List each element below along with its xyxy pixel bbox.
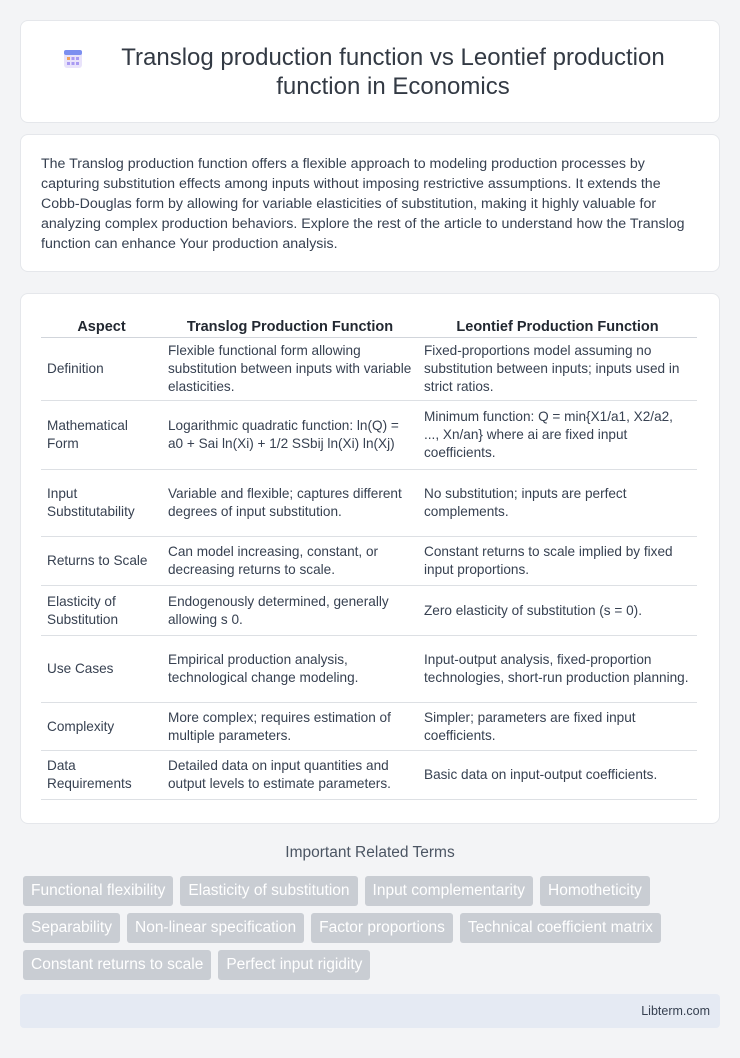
related-term-tag[interactable]: Homotheticity [540, 876, 650, 906]
table-cell-aspect: Definition [41, 338, 162, 401]
intro-paragraph: The Translog production function offers a flexible approach to modeling production processes by capturing substitution effects among inputs without imposing restrictive assumptions. It extends the Cobb-Douglas form by allowing for variable elasticities of substitution, making it highly valuable for analyzing complex production behaviors. Explore the rest of the article to understand how the Translog function can enhance Your production analysis. [41, 156, 685, 252]
column-header-translog: Translog Production Function [162, 312, 418, 338]
related-term-tag[interactable]: Input complementarity [365, 876, 534, 906]
table-row [41, 470, 697, 537]
table-cell-translog: Can model increasing, constant, or decreasing returns to scale. [162, 537, 418, 586]
column-header-leontief: Leontief Production Function [418, 312, 697, 338]
footer-brand-link[interactable]: Libterm.com [641, 1004, 710, 1018]
table-cell-leontief: Basic data on input-output coefficients. [418, 751, 697, 800]
table-row [41, 751, 697, 800]
table-cell-translog: Detailed data on input quantities and output levels to estimate parameters. [162, 751, 418, 800]
table-cell-aspect: Returns to Scale [41, 537, 162, 586]
table-cell-translog: Variable and flexible; captures different degrees of input substitution. [162, 470, 418, 537]
table-cell-leontief: Fixed-proportions model assuming no substitution between inputs; inputs used in strict ratios. [418, 338, 697, 401]
column-header-aspect: Aspect [41, 312, 162, 338]
table-cell-translog: Endogenously determined, generally allowing s 0. [162, 586, 418, 636]
table-cell-leontief: Constant returns to scale implied by fixed input proportions. [418, 537, 697, 586]
related-term-tag[interactable]: Non-linear specification [127, 913, 304, 943]
footer [20, 994, 720, 1028]
table-cell-aspect: Complexity [41, 703, 162, 751]
table-cell-translog: Empirical production analysis, technological change modeling. [162, 636, 418, 703]
comparison-table [41, 312, 697, 800]
table-row [41, 537, 697, 586]
related-terms-title: Important Related Terms [285, 844, 455, 861]
comparison-card [20, 293, 720, 824]
table-cell-aspect: Input Substitutability [41, 470, 162, 537]
related-term-tag[interactable]: Constant returns to scale [23, 950, 211, 980]
related-term-tag[interactable]: Functional flexibility [23, 876, 173, 906]
related-term-tag[interactable]: Factor proportions [311, 913, 453, 943]
table-cell-leontief: Simpler; parameters are fixed input coefficients. [418, 703, 697, 751]
table-cell-leontief: Zero elasticity of substitution (s = 0). [418, 586, 697, 636]
header-card [20, 20, 720, 123]
table-cell-translog: Logarithmic quadratic function: ln(Q) = a0 + Sai ln(Xi) + 1/2 SSbij ln(Xi) ln(Xj) [162, 401, 418, 470]
table-row [41, 636, 697, 703]
related-term-tag[interactable]: Separability [23, 913, 120, 943]
table-cell-translog: Flexible functional form allowing substitution between inputs with variable elasticities. [162, 338, 418, 401]
table-cell-aspect: Mathematical Form [41, 401, 162, 470]
table-cell-translog: More complex; requires estimation of multiple parameters. [162, 703, 418, 751]
related-term-tag[interactable]: Elasticity of substitution [180, 876, 357, 906]
table-cell-aspect: Elasticity of Substitution [41, 586, 162, 636]
document-icon [61, 47, 85, 71]
intro-card [20, 134, 720, 272]
table-row [41, 338, 697, 401]
page-title: Translog production function vs Leontief production function in Economics [121, 43, 665, 100]
related-term-tag[interactable]: Perfect input rigidity [218, 950, 370, 980]
table-cell-aspect: Use Cases [41, 636, 162, 703]
table-header-row [41, 312, 697, 338]
table-row [41, 401, 697, 470]
table-row [41, 586, 697, 636]
table-cell-aspect: Data Requirements [41, 751, 162, 800]
table-row [41, 703, 697, 751]
table-cell-leontief: No substitution; inputs are perfect complements. [418, 470, 697, 537]
related-term-tag[interactable]: Technical coefficient matrix [460, 913, 661, 943]
table-cell-leontief: Input-output analysis, fixed-proportion technologies, short-run production planning. [418, 636, 697, 703]
table-cell-leontief: Minimum function: Q = min{X1/a1, X2/a2, ..., Xn/an} where ai are fixed input coefficients. [418, 401, 697, 470]
related-terms-list [23, 876, 703, 987]
